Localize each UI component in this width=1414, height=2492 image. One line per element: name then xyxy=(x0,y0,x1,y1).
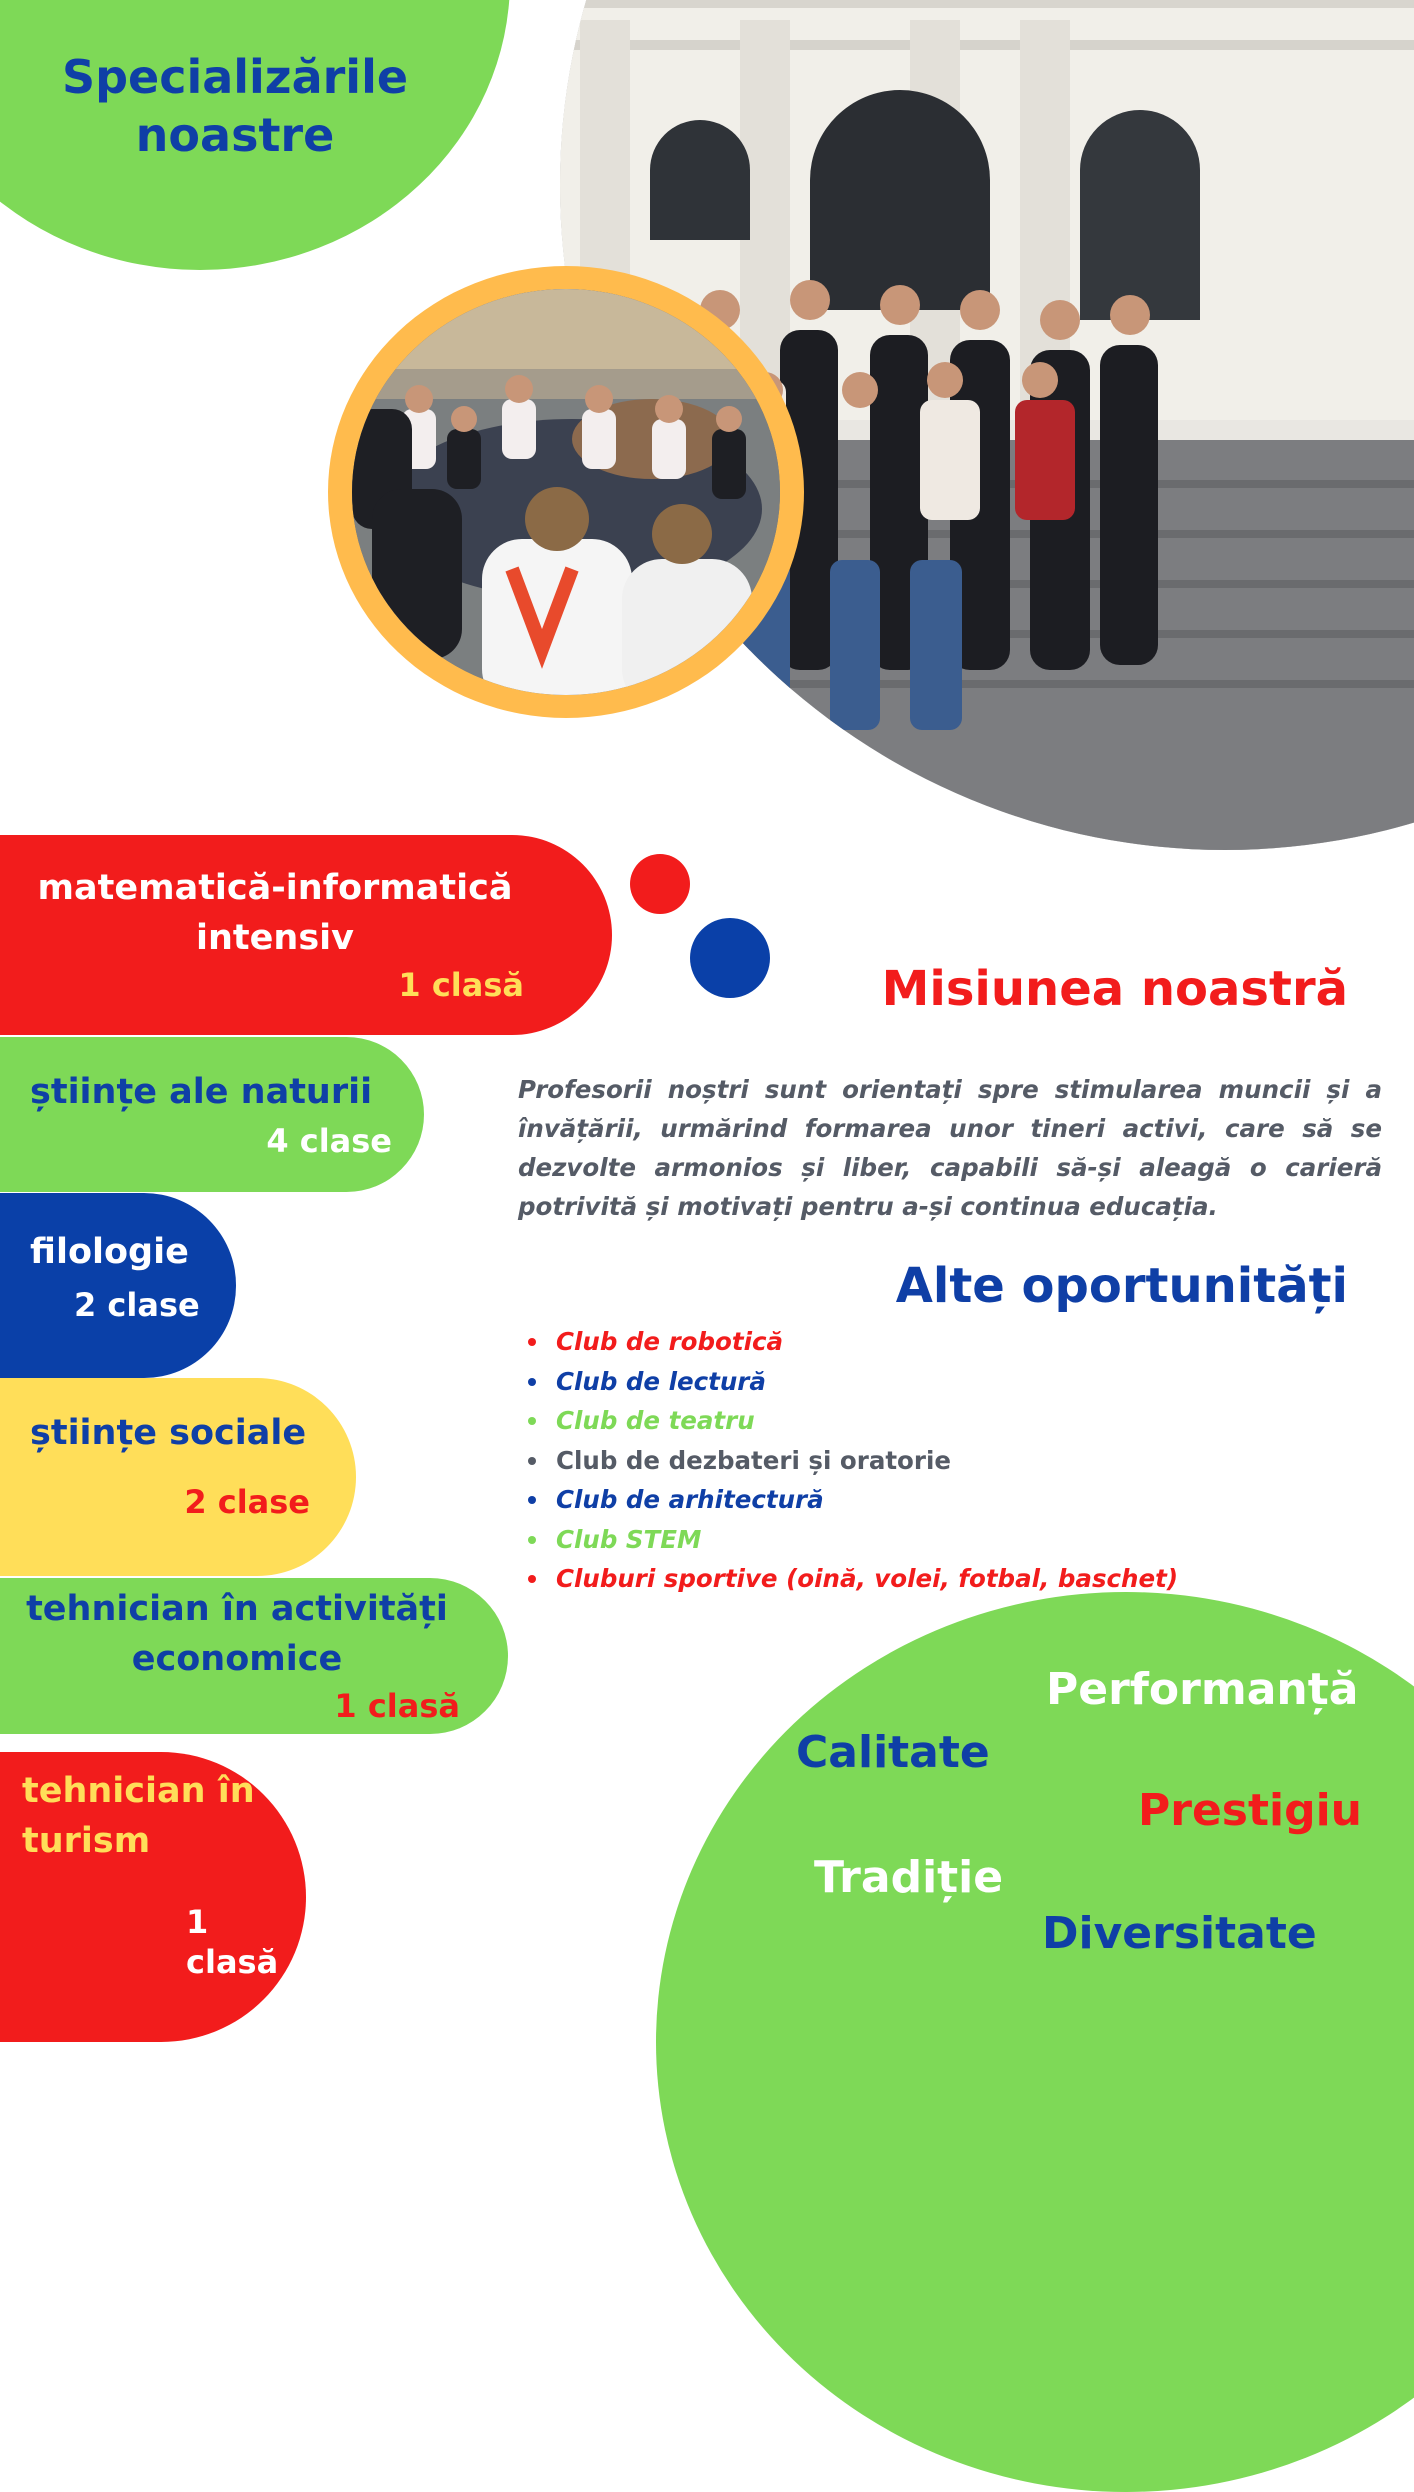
page-title-line-1: Specializările xyxy=(61,50,409,104)
list-item xyxy=(522,1520,1178,1560)
club-label: Club de arhitectură xyxy=(556,1485,824,1514)
club-label: Club de teatru xyxy=(556,1406,755,1435)
spec-tehnician-turism xyxy=(0,1752,306,2042)
bullet-icon xyxy=(528,1338,536,1346)
spec-name-line-2: intensiv xyxy=(196,918,354,958)
club-label: Cluburi sportive (oină, volei, fotbal, baschet) xyxy=(556,1564,1179,1593)
club-label: Club de dezbateri și oratorie xyxy=(556,1445,951,1475)
spec-class-count: 4 clase xyxy=(266,1122,392,1160)
spec-class-count: 2 clase xyxy=(184,1483,310,1521)
spec-class-count: 1 clasă xyxy=(398,966,524,1004)
bullet-icon xyxy=(528,1575,536,1583)
students-circle-photo xyxy=(352,289,780,695)
spec-name: filologie xyxy=(30,1232,189,1272)
value-diversitate: Diversitate xyxy=(1042,1908,1317,1959)
page-title-line-2: noastre xyxy=(135,108,335,162)
spec-class-count: 1 clasă xyxy=(334,1687,460,1725)
spec-name-line-1: tehnician în activități xyxy=(26,1589,448,1629)
spec-filologie xyxy=(0,1193,236,1378)
list-item xyxy=(522,1441,1178,1481)
bullet-icon xyxy=(528,1417,536,1425)
club-label: Club de robotică xyxy=(556,1327,784,1356)
spec-name-line-2: economice xyxy=(131,1639,343,1679)
spec-name: științe ale naturii xyxy=(30,1072,373,1112)
opportunities-list xyxy=(522,1322,1178,1599)
value-performanta: Performanță xyxy=(1046,1664,1359,1715)
spec-name-line-1: matematică-informatică xyxy=(37,868,513,908)
spec-name xyxy=(30,863,520,963)
values-background-circle xyxy=(656,1592,1414,2492)
spec-class-count: 1 clasă xyxy=(186,1903,279,1981)
spec-tehnician-economic xyxy=(0,1578,508,1734)
mission-heading: Misiunea noastră xyxy=(881,961,1348,1017)
value-prestigiu: Prestigiu xyxy=(1138,1785,1362,1836)
value-traditie: Tradiție xyxy=(814,1852,1004,1903)
decor-dot-red xyxy=(630,854,690,914)
spec-stiinte-sociale xyxy=(0,1378,356,1576)
spec-name-line-1: tehnician în xyxy=(22,1771,255,1811)
spec-matematica-informatica xyxy=(0,835,612,1035)
spec-name xyxy=(22,1584,452,1684)
opportunities-heading: Alte oportunități xyxy=(895,1258,1348,1314)
spec-stiinte-naturii xyxy=(0,1037,424,1192)
bullet-icon xyxy=(528,1536,536,1544)
club-label: Club de lectură xyxy=(556,1366,766,1396)
list-item xyxy=(522,1480,1178,1520)
list-item xyxy=(522,1559,1178,1599)
list-item xyxy=(522,1362,1178,1402)
spec-name: științe sociale xyxy=(30,1413,307,1453)
spec-name xyxy=(22,1766,282,1866)
spec-class-count: 2 clase xyxy=(74,1286,200,1324)
list-item xyxy=(522,1322,1178,1362)
page-title xyxy=(40,48,430,164)
bullet-icon xyxy=(528,1457,536,1465)
mission-paragraph: Profesorii noștri sunt orientați spre stimularea muncii și a învățării, urmărind formarea unor tineri activi, care să se dezvolte armonios și liber, capabili să-și aleagă o carieră potrivită și motivați pentru a-și continua educația. xyxy=(518,1075,1382,1221)
list-item xyxy=(522,1401,1178,1441)
spec-name-line-2: turism xyxy=(22,1821,151,1861)
bullet-icon xyxy=(528,1378,536,1386)
club-label: Club STEM xyxy=(556,1524,702,1554)
students-circle-illustration xyxy=(352,289,780,695)
bullet-icon xyxy=(528,1496,536,1504)
value-calitate: Calitate xyxy=(796,1727,990,1778)
